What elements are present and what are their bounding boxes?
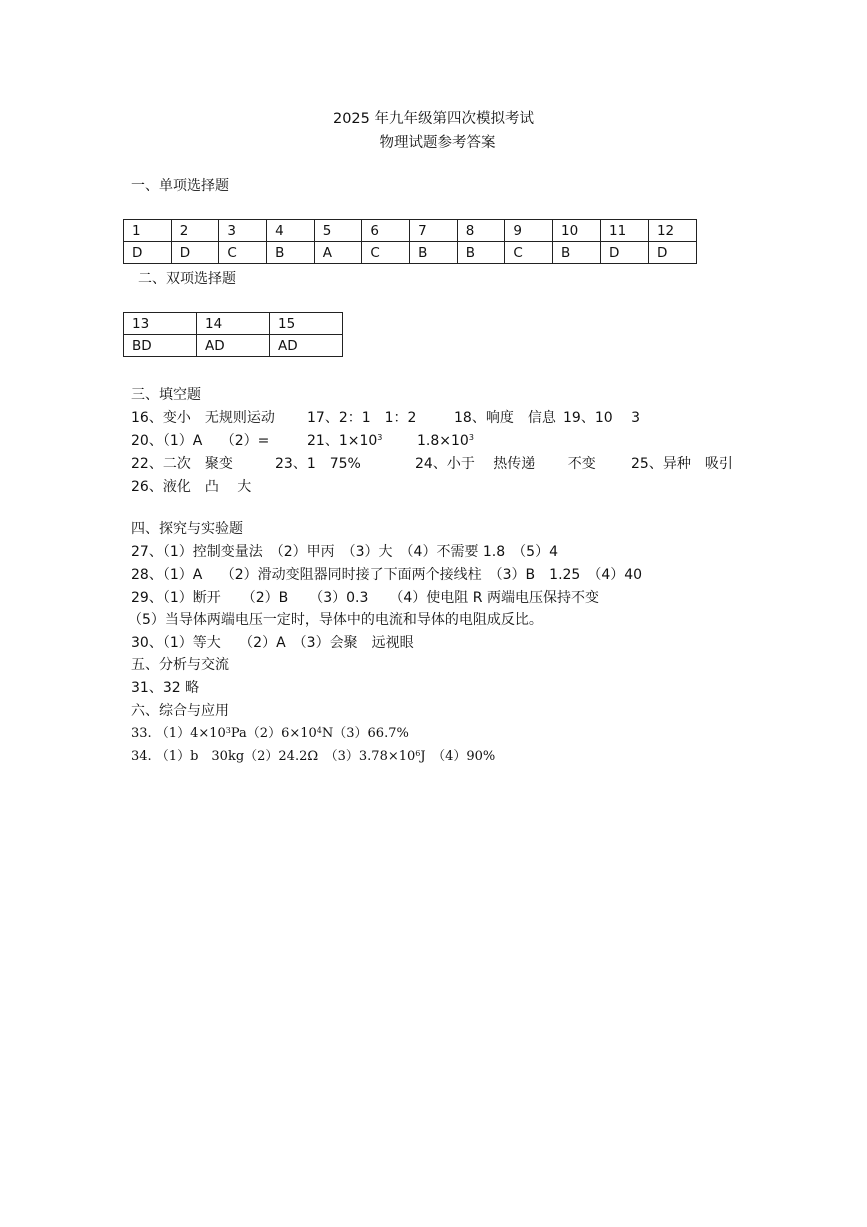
section3-heading: 三、填空题 (131, 387, 201, 403)
table-cell: 1 (124, 220, 172, 242)
table-cell: BD (124, 335, 197, 357)
table-cell: C (505, 242, 553, 264)
answer-25: 25、异种 吸引 (631, 456, 733, 472)
answer-20: 20、（1）A （2）= (131, 433, 270, 449)
section2-heading: 二、双项选择题 (138, 271, 236, 287)
table-cell: C (362, 242, 410, 264)
double-choice-table (123, 312, 343, 357)
table-cell: 6 (362, 220, 410, 242)
table-cell: 9 (505, 220, 553, 242)
answer-30: 30、（1）等大 （2）A （3）会聚 远视眼 (131, 635, 414, 651)
table-cell: AD (270, 335, 343, 357)
answer-line (131, 454, 733, 474)
table-row-answers (124, 335, 343, 357)
table-row-answers (124, 242, 697, 264)
answer-19: 19、10 3 (563, 410, 640, 426)
answer-31-32: 31、32 略 (131, 680, 200, 696)
table-cell: 2 (171, 220, 219, 242)
answer-33: 33. $(1)4\times 10^3Pa(2)6\times 10^4N(3)66.7\%$ (131, 726, 409, 741)
exam-title: 2025 年九年级第四次模拟考试 (332, 111, 534, 127)
answer-27: 27、（1）控制变量法 （2）甲丙 （3）大 （4）不需要 1.8 （5）4 (131, 544, 558, 560)
table-cell: 13 (124, 313, 197, 335)
answer-line (131, 408, 640, 428)
answer-21a: 21、$1\times 10^3$ (307, 433, 383, 449)
table-cell: AD (197, 335, 270, 357)
answer-26: 26、液化 凸 大 (131, 479, 252, 495)
table-cell: 5 (314, 220, 362, 242)
table-cell: A (314, 242, 362, 264)
table-cell: 7 (410, 220, 458, 242)
answer-34: 34. （1）b 30kg（2）24.2Ω $(3)3.78\times 10^6J$ （4）90% (131, 749, 496, 764)
table-cell: 4 (267, 220, 315, 242)
answer-29: 29、（1）断开 （2）B （3）0.3 （4）使电阻 R 两端电压保持不变 (131, 590, 599, 606)
table-cell: B (457, 242, 505, 264)
table-cell: B (267, 242, 315, 264)
table-cell: 10 (553, 220, 601, 242)
answer-28: 28、（1）A （2）滑动变阻器同时接了下面两个接线柱 （3）B 1.25 （4）40 (131, 567, 643, 583)
section4-heading: 四、探究与实验题 (131, 521, 243, 537)
table-cell: 12 (648, 220, 696, 242)
table-cell: D (124, 242, 172, 264)
table-cell: 14 (197, 313, 270, 335)
table-cell: C (219, 242, 267, 264)
answer-line (131, 431, 474, 451)
table-cell: D (601, 242, 649, 264)
answer-16: 16、变小 无规则运动 (131, 410, 275, 426)
table-cell: 3 (219, 220, 267, 242)
table-row-numbers (124, 220, 697, 242)
table-cell: B (553, 242, 601, 264)
table-cell: 15 (270, 313, 343, 335)
answer-22: 22、二次 聚变 (131, 456, 233, 472)
answer-24: 24、小于 热传递 不变 (415, 456, 596, 472)
exam-subtitle: 物理试题参考答案 (379, 135, 496, 151)
answer-18: 18、响度 信息 (454, 410, 556, 426)
table-row-numbers (124, 313, 343, 335)
answer-23: 23、1 75% (275, 456, 361, 472)
answer-21b: $1.8\times 10^3$ (417, 433, 474, 449)
single-choice-table (123, 219, 697, 264)
table-cell: 8 (457, 220, 505, 242)
table-cell: D (648, 242, 696, 264)
answer-29-continued: （5）当导体两端电压一定时，导体中的电流和导体的电阻成反比。 (128, 612, 543, 628)
answer-17: 17、2：1 1：2 (307, 410, 417, 426)
section6-heading: 六、综合与应用 (131, 703, 229, 719)
section1-heading: 一、单项选择题 (131, 178, 229, 194)
section5-heading: 五、分析与交流 (131, 657, 229, 673)
table-cell: B (410, 242, 458, 264)
table-cell: D (171, 242, 219, 264)
table-cell: 11 (601, 220, 649, 242)
